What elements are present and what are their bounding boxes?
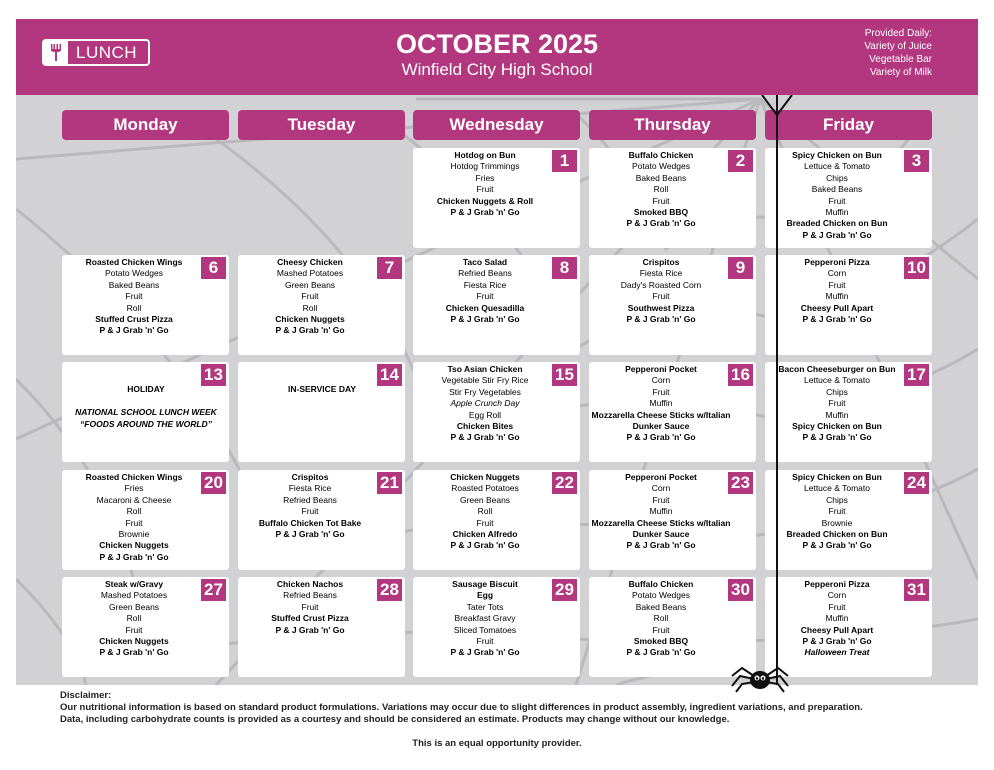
note-line: NATIONAL SCHOOL LUNCH WEEK: [75, 407, 217, 417]
menu-item: Potato Wedges: [632, 161, 690, 172]
menu-item: Chicken Quesadilla: [445, 302, 525, 313]
menu-item: Corn: [827, 590, 847, 601]
menu-item: Green Beans: [459, 494, 511, 505]
menu-item: Chicken Bites: [456, 421, 514, 432]
day-number: 6: [201, 257, 226, 279]
menu-items: [767, 472, 907, 552]
menu-item: P & J Grab 'n' Go: [450, 314, 520, 325]
menu-item: Muffin: [649, 398, 673, 409]
menu-item: Buffalo Chicken Tot Bake: [258, 517, 362, 528]
menu-items: [767, 150, 907, 241]
menu-item: Cheesy Chicken: [277, 257, 343, 267]
menu-item: Bacon Cheeseburger on Bun: [778, 364, 896, 374]
menu-item: Chicken Nachos: [276, 579, 344, 589]
calendar-day-cell: [589, 255, 756, 355]
menu-item: Chicken Nuggets: [450, 472, 520, 482]
day-number: 22: [552, 472, 577, 494]
calendar-day-cell: [413, 362, 580, 462]
provided-daily-heading: Provided Daily:: [864, 28, 932, 39]
menu-item: Fruit: [652, 291, 670, 302]
menu-item: Fruit: [828, 279, 846, 290]
menu-item: Stir Fry Vegetables: [449, 386, 521, 397]
menu-item: Stuffed Crust Pizza: [95, 314, 173, 325]
menu-item: P & J Grab 'n' Go: [626, 314, 696, 325]
calendar-day-cell: [589, 470, 756, 570]
day-number: 28: [377, 579, 402, 601]
menu-item: Buffalo Chicken: [628, 579, 694, 589]
header-banner: [16, 19, 978, 95]
menu-item: Brownie: [821, 517, 853, 528]
menu-item: Roll: [653, 613, 669, 624]
calendar-day-cell: [589, 148, 756, 248]
calendar-frame: [16, 19, 978, 685]
day-number: 10: [904, 257, 929, 279]
menu-item: Halloween Treat: [804, 647, 870, 658]
menu-item: Muffin: [649, 506, 673, 517]
menu-item: Sliced Tomatoes: [453, 624, 517, 635]
menu-item: Chips: [826, 494, 848, 505]
day-number: 14: [377, 364, 402, 386]
calendar-day-cell: [62, 362, 229, 462]
menu-item: Hotdog Trimmings: [450, 161, 520, 172]
menu-item: Cheesy Pull Apart: [800, 302, 874, 313]
menu-items: [240, 579, 380, 636]
menu-item: Egg Roll: [468, 409, 502, 420]
menu-item: Lettuce & Tomato: [804, 483, 870, 494]
calendar-day-cell: [413, 148, 580, 248]
menu-item: Chips: [826, 386, 848, 397]
menu-item: Tso Asian Chicken: [447, 364, 523, 374]
menu-item: Mashed Potatoes: [100, 590, 168, 601]
menu-item: Roll: [302, 302, 318, 313]
day-note: [242, 383, 402, 395]
menu-item: Potato Wedges: [105, 268, 163, 279]
menu-item: Fruit: [301, 506, 319, 517]
menu-item: P & J Grab 'n' Go: [450, 540, 520, 551]
day-number: 31: [904, 579, 929, 601]
menu-item: Smoked BBQ: [633, 207, 689, 218]
spider-thread: [776, 114, 778, 685]
menu-item: Spicy Chicken on Bun: [792, 472, 882, 482]
day-number: 1: [552, 150, 577, 172]
menu-item: Dady's Roasted Corn: [620, 279, 702, 290]
menu-items: [64, 472, 204, 563]
menu-item: P & J Grab 'n' Go: [802, 540, 872, 551]
menu-item: P & J Grab 'n' Go: [802, 636, 872, 647]
calendar-day-cell: [765, 148, 932, 248]
menu-item: Chicken Nuggets: [275, 314, 345, 325]
menu-item: P & J Grab 'n' Go: [626, 432, 696, 443]
menu-item: Breaded Chicken on Bun: [786, 529, 888, 540]
calendar-day-cell: [765, 577, 932, 677]
menu-item: Crispitos: [642, 257, 680, 267]
menu-item: Fruit: [125, 291, 143, 302]
menu-item: Fruit: [125, 624, 143, 635]
school-name: Winfield City High School: [401, 60, 593, 79]
menu-item: Baked Beans: [635, 601, 687, 612]
menu-item: Steak w/Gravy: [104, 579, 164, 589]
menu-item: Fruit: [476, 517, 494, 528]
menu-item: Fruit: [652, 494, 670, 505]
menu-item: Stuffed Crust Pizza: [271, 613, 349, 624]
menu-item: Cheesy Pull Apart: [800, 624, 874, 635]
menu-item: Spicy Chicken on Bun: [792, 421, 882, 432]
menu-item: Corn: [651, 483, 671, 494]
day-number: 7: [377, 257, 402, 279]
day-number: 30: [728, 579, 753, 601]
menu-item: Crispitos: [291, 472, 329, 482]
day-number: 27: [201, 579, 226, 601]
menu-item: Fruit: [652, 624, 670, 635]
menu-item: Pepperoni Pizza: [804, 257, 870, 267]
page-title: OCTOBER 2025: [395, 29, 599, 59]
menu-item: Chicken Nuggets: [99, 540, 169, 551]
logo-text: LUNCH: [76, 43, 138, 62]
spider-icon: [730, 658, 790, 694]
menu-item: Smoked BBQ: [633, 636, 689, 647]
menu-item: Baked Beans: [108, 279, 160, 290]
day-number: 3: [904, 150, 929, 172]
menu-item: Apple Crunch Day: [450, 398, 520, 409]
menu-item: Lettuce & Tomato: [804, 375, 870, 386]
calendar-day-cell: [238, 470, 405, 570]
menu-item: Roasted Chicken Wings: [85, 472, 183, 482]
note-line: [66, 395, 226, 406]
day-number: 29: [552, 579, 577, 601]
disclaimer: [60, 690, 863, 726]
menu-item: Fiesta Rice: [639, 268, 683, 279]
menu-items: [591, 579, 731, 659]
menu-item: Green Beans: [284, 279, 336, 290]
menu-item: Fruit: [301, 291, 319, 302]
menu-item: Fries: [475, 172, 495, 183]
menu-items: [767, 257, 907, 325]
day-note: [66, 383, 226, 430]
menu-item: Roll: [653, 184, 669, 195]
menu-items: [415, 257, 555, 325]
day-number: 16: [728, 364, 753, 386]
disclaimer-heading: Disclaimer:: [60, 690, 112, 701]
menu-item: Taco Salad: [462, 257, 508, 267]
day-number: 2: [728, 150, 753, 172]
note-line: “FOODS AROUND THE WORLD”: [80, 419, 212, 429]
equal-opportunity-statement: This is an equal opportunity provider.: [412, 738, 582, 749]
menu-item: Fruit: [828, 601, 846, 612]
weekday-header-friday: Friday: [765, 110, 932, 140]
menu-item: Fruit: [652, 195, 670, 206]
calendar-day-cell: [238, 577, 405, 677]
menu-item: Fruit: [476, 636, 494, 647]
menu-item: P & J Grab 'n' Go: [275, 529, 345, 540]
menu-item: Refried Beans: [458, 268, 512, 279]
menu-item: Fruit: [828, 506, 846, 517]
menu-item: Hotdog on Bun: [454, 150, 516, 160]
menu-item: Buffalo Chicken: [628, 150, 694, 160]
menu-item: Tater Tots: [466, 601, 504, 612]
menu-item: Roll: [126, 613, 142, 624]
menu-item: Mozzarella Cheese Sticks w/Italian: [591, 517, 731, 528]
calendar-day-cell: [765, 362, 932, 462]
menu-item: P & J Grab 'n' Go: [450, 647, 520, 658]
menu-item: P & J Grab 'n' Go: [626, 218, 696, 229]
menu-item: Fruit: [125, 517, 143, 528]
menu-item: Chicken Nuggets & Roll: [436, 195, 534, 206]
menu-item: Breakfast Gravy: [454, 613, 516, 624]
menu-item: Pepperoni Pizza: [804, 579, 870, 589]
menu-items: [767, 364, 907, 444]
menu-item: P & J Grab 'n' Go: [275, 624, 345, 635]
menu-item: Egg: [476, 590, 494, 601]
menu-items: [591, 364, 731, 444]
provided-daily-item: Variety of Juice: [864, 41, 932, 52]
provided-daily-item: Vegetable Bar: [869, 54, 932, 65]
menu-items: [415, 150, 555, 218]
menu-item: Muffin: [825, 409, 849, 420]
menu-item: Potato Wedges: [632, 590, 690, 601]
menu-items: [591, 472, 731, 552]
menu-item: Sausage Biscuit: [452, 579, 518, 589]
menu-item: Chicken Alfredo: [452, 529, 518, 540]
menu-item: P & J Grab 'n' Go: [99, 325, 169, 336]
menu-item: Roll: [477, 506, 493, 517]
menu-item: Fruit: [476, 184, 494, 195]
menu-item: Fiesta Rice: [463, 279, 507, 290]
menu-item: Corn: [827, 268, 847, 279]
menu-item: Muffin: [825, 207, 849, 218]
menu-item: P & J Grab 'n' Go: [450, 207, 520, 218]
menu-items: [415, 364, 555, 444]
menu-items: [767, 579, 907, 659]
web-anchor-icon: [744, 95, 810, 117]
provided-daily-item: Variety of Milk: [869, 67, 932, 78]
menu-item: Lettuce & Tomato: [804, 161, 870, 172]
calendar-day-cell: [413, 577, 580, 677]
menu-item: Mozzarella Cheese Sticks w/Italian: [591, 409, 731, 420]
menu-item: Fruit: [301, 601, 319, 612]
menu-item: Pepperoni Pocket: [625, 472, 697, 482]
menu-items: [415, 472, 555, 552]
menu-item: Muffin: [825, 291, 849, 302]
day-number: 9: [728, 257, 753, 279]
note-line: HOLIDAY: [127, 384, 165, 394]
menu-item: Green Beans: [108, 601, 160, 612]
weekday-header-thursday: Thursday: [589, 110, 756, 140]
menu-items: [591, 150, 731, 230]
calendar-day-cell: [589, 362, 756, 462]
menu-items: [64, 579, 204, 659]
calendar-day-cell: [413, 255, 580, 355]
menu-item: P & J Grab 'n' Go: [99, 647, 169, 658]
day-number: 23: [728, 472, 753, 494]
menu-item: P & J Grab 'n' Go: [802, 432, 872, 443]
menu-items: [240, 257, 380, 337]
calendar-day-cell: [62, 470, 229, 570]
menu-items: [415, 579, 555, 659]
menu-item: Refried Beans: [283, 494, 337, 505]
menu-item: Baked Beans: [811, 184, 863, 195]
menu-item: Refried Beans: [283, 590, 337, 601]
menu-item: P & J Grab 'n' Go: [802, 229, 872, 240]
menu-item: Fiesta Rice: [288, 483, 332, 494]
menu-item: Macaroni & Cheese: [96, 494, 172, 505]
calendar-day-cell: [238, 362, 405, 462]
weekday-header-monday: Monday: [62, 110, 229, 140]
menu-item: Roasted Chicken Wings: [85, 257, 183, 267]
menu-item: Fruit: [828, 195, 846, 206]
day-number: 21: [377, 472, 402, 494]
menu-item: Muffin: [825, 613, 849, 624]
calendar-day-cell: [765, 255, 932, 355]
menu-item: Spicy Chicken on Bun: [792, 150, 882, 160]
menu-item: P & J Grab 'n' Go: [626, 540, 696, 551]
disclaimer-line: Data, including carbohydrate counts is provided as a courtesy and should be considered an estimate. Products may change without our knowledge.: [60, 714, 730, 725]
day-number: 17: [904, 364, 929, 386]
note-line: IN-SERVICE DAY: [287, 384, 357, 394]
menu-item: P & J Grab 'n' Go: [626, 647, 696, 658]
weekday-header-wednesday: Wednesday: [413, 110, 580, 140]
menu-item: Corn: [651, 375, 671, 386]
menu-item: Fruit: [476, 291, 494, 302]
menu-item: Breaded Chicken on Bun: [786, 218, 888, 229]
menu-item: Brownie: [118, 529, 150, 540]
calendar-day-cell: [62, 255, 229, 355]
provided-daily: [864, 27, 932, 79]
day-number: 24: [904, 472, 929, 494]
menu-item: Chips: [826, 172, 848, 183]
menu-item: P & J Grab 'n' Go: [275, 325, 345, 336]
menu-item: Roll: [126, 506, 142, 517]
day-number: 8: [552, 257, 577, 279]
calendar-day-cell: [413, 470, 580, 570]
calendar-day-cell: [238, 255, 405, 355]
day-number: 13: [201, 364, 226, 386]
day-number: 15: [552, 364, 577, 386]
menu-item: Dunker Sauce: [632, 529, 690, 540]
menu-item: Southwest Pizza: [627, 302, 695, 313]
menu-item: P & J Grab 'n' Go: [802, 314, 872, 325]
calendar-day-cell: [765, 470, 932, 570]
menu-item: Roll: [126, 302, 142, 313]
menu-item: Fruit: [652, 386, 670, 397]
menu-item: P & J Grab 'n' Go: [99, 551, 169, 562]
calendar-day-cell: [62, 577, 229, 677]
menu-item: Pepperoni Pocket: [625, 364, 697, 374]
menu-item: Mashed Potatoes: [276, 268, 344, 279]
menu-item: Fruit: [828, 398, 846, 409]
weekday-header-tuesday: Tuesday: [238, 110, 405, 140]
menu-item: Fries: [124, 483, 144, 494]
menu-item: P & J Grab 'n' Go: [450, 432, 520, 443]
menu-items: [591, 257, 731, 325]
menu-item: Chicken Nuggets: [99, 636, 169, 647]
disclaimer-line: Our nutritional information is based on standard product formulations. Variations may occur due to slight differences in product assembly, ingredient variations, and preparation.: [60, 702, 863, 713]
menu-item: Roasted Potatoes: [451, 483, 519, 494]
menu-item: Baked Beans: [635, 172, 687, 183]
menu-items: [240, 472, 380, 540]
day-number: 20: [201, 472, 226, 494]
menu-items: [64, 257, 204, 337]
menu-item: Vegetable Stir Fry Rice: [441, 375, 529, 386]
menu-item: Dunker Sauce: [632, 421, 690, 432]
